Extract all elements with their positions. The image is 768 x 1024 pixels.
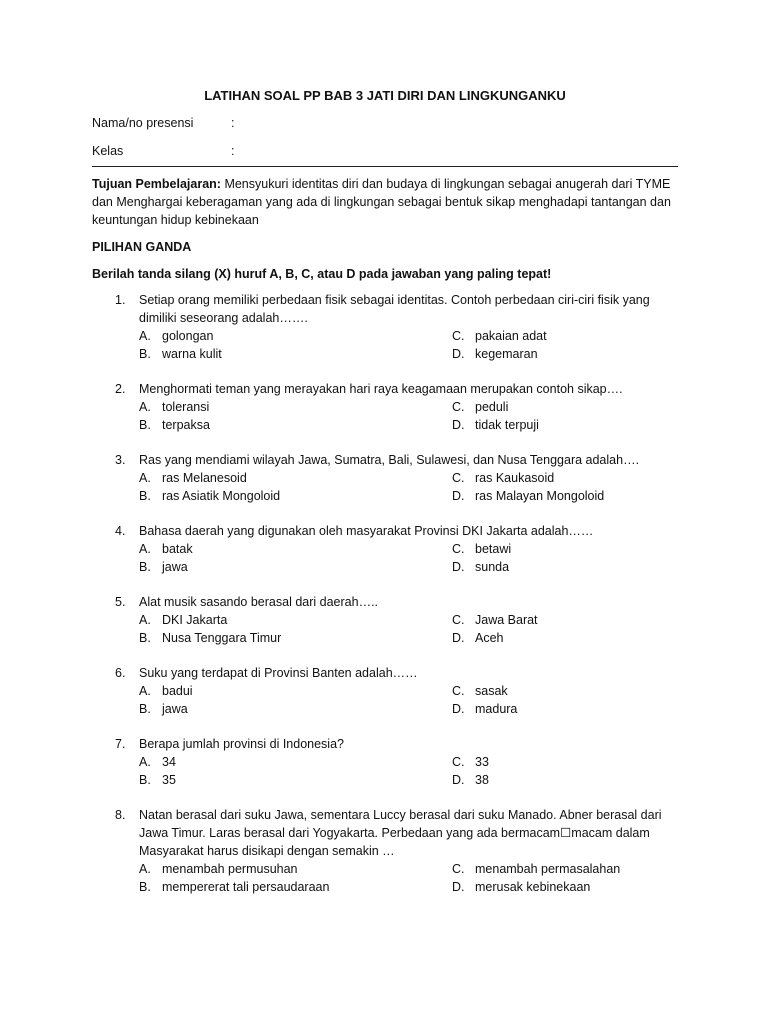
answer-option[interactable] [452, 469, 692, 487]
question-number-text: 5. [115, 595, 126, 609]
option-letter: D. [452, 702, 465, 716]
option-letter: C. [452, 755, 465, 769]
option-text: sunda [475, 560, 510, 574]
answer-option[interactable] [139, 416, 452, 434]
answer-option[interactable] [452, 771, 692, 789]
option-text: ras Malayan Mongoloid [475, 489, 605, 503]
question-line [92, 735, 678, 753]
answer-options [139, 753, 678, 789]
answer-option[interactable] [452, 860, 692, 878]
option-text: batak [162, 542, 193, 556]
answer-option[interactable] [452, 700, 692, 718]
divider [92, 166, 678, 167]
answer-option[interactable] [139, 398, 452, 416]
question-item [92, 522, 678, 576]
option-text: ras Kaukasoid [475, 471, 555, 485]
option-text: jawa [162, 560, 188, 574]
answer-option[interactable] [139, 327, 452, 345]
option-text: badui [162, 684, 193, 698]
answer-option[interactable] [139, 878, 452, 896]
question-text: Bahasa daerah yang digunakan oleh masyarakat Provinsi DKI Jakarta adalah…… [139, 524, 594, 538]
question-number [92, 735, 139, 753]
answer-option[interactable] [139, 469, 452, 487]
question-list [92, 291, 678, 896]
option-text: menambah permusuhan [162, 862, 298, 876]
option-text: 35 [162, 773, 176, 787]
option-letter: D. [452, 773, 465, 787]
field-label: Nama/no presensi [92, 116, 194, 130]
question-number-text: 1. [115, 293, 126, 307]
question-text: Natan berasal dari suku Jawa, sementara Luccy berasal dari suku Manado. Abner berasal dari Jawa Timur. Laras berasal dari Yogyakarta. Perbedaan yang ada bermacam☐macam dalam Masyarakat harus disikapi dengan semakin … [139, 808, 662, 858]
field-class-row [92, 142, 678, 160]
option-letter: C. [452, 471, 465, 485]
answer-option[interactable] [139, 700, 452, 718]
answer-options [139, 682, 678, 718]
option-letter: A. [139, 471, 151, 485]
option-text: Aceh [475, 631, 504, 645]
question-number-text: 2. [115, 382, 126, 396]
question-text: Menghormati teman yang merayakan hari raya keagamaan merupakan contoh sikap…. [139, 382, 623, 396]
option-text: 38 [475, 773, 489, 787]
option-text: terpaksa [162, 418, 210, 432]
option-text: peduli [475, 400, 509, 414]
worksheet-page [92, 87, 678, 913]
answer-option[interactable] [452, 398, 692, 416]
question-text: Setiap orang memiliki perbedaan fisik sebagai identitas. Contoh perbedaan ciri-ciri fisik yang dimiliki seseorang adalah……. [139, 293, 650, 325]
learning-goal-label: Tujuan Pembelajaran: [92, 177, 221, 191]
question-number-text: 4. [115, 524, 126, 538]
answer-option[interactable] [452, 878, 692, 896]
option-letter: A. [139, 542, 151, 556]
option-letter: A. [139, 684, 151, 698]
field-label: Kelas [92, 144, 124, 158]
option-text: betawi [475, 542, 512, 556]
option-text: ras Melanesoid [162, 471, 247, 485]
option-text: Jawa Barat [475, 613, 538, 627]
option-text: merusak kebinekaan [475, 880, 591, 894]
answer-option[interactable] [139, 558, 452, 576]
answer-option[interactable] [452, 327, 692, 345]
option-letter: A. [139, 755, 151, 769]
field-separator: : [231, 144, 235, 158]
answer-option[interactable] [452, 682, 692, 700]
answer-option[interactable] [139, 611, 452, 629]
question-line [92, 664, 678, 682]
question-item [92, 806, 678, 896]
option-letter: D. [452, 631, 465, 645]
field-name-row [92, 114, 678, 132]
question-number [92, 522, 139, 540]
question-number-text: 3. [115, 453, 126, 467]
answer-option[interactable] [139, 629, 452, 647]
answer-options [139, 469, 678, 505]
option-letter: B. [139, 418, 151, 432]
option-letter: D. [452, 489, 465, 503]
question-item [92, 735, 678, 789]
answer-option[interactable] [452, 753, 692, 771]
option-letter: B. [139, 631, 151, 645]
option-letter: A. [139, 613, 151, 627]
option-text: menambah permasalahan [475, 862, 621, 876]
question-number [92, 593, 139, 611]
option-letter: A. [139, 862, 151, 876]
answer-options [139, 611, 678, 647]
question-number [92, 291, 139, 327]
answer-option[interactable] [452, 629, 692, 647]
question-line [92, 522, 678, 540]
option-text: toleransi [162, 400, 210, 414]
answer-option[interactable] [452, 345, 692, 363]
answer-options [139, 860, 678, 896]
answer-option[interactable] [139, 682, 452, 700]
question-item [92, 451, 678, 505]
field-separator: : [231, 116, 235, 130]
answer-option[interactable] [139, 345, 452, 363]
question-number [92, 380, 139, 398]
option-letter: D. [452, 347, 465, 361]
question-number [92, 806, 139, 860]
question-item [92, 593, 678, 647]
question-line [92, 593, 678, 611]
option-text: Nusa Tenggara Timur [162, 631, 282, 645]
question-number-text: 8. [115, 808, 126, 822]
option-letter: B. [139, 702, 151, 716]
option-text: DKI Jakarta [162, 613, 228, 627]
learning-goal-text: Mensyukuri identitas diri dan budaya di lingkungan sebagai anugerah dari TYME dan Menghargai keberagaman yang ada di lingkungan sebagai bentuk sikap menghadapi tantangan dan keuntungan hidup kebinekaan [92, 177, 671, 227]
answer-option[interactable] [452, 558, 692, 576]
answer-option[interactable] [139, 753, 452, 771]
question-text: Alat musik sasando berasal dari daerah….. [139, 595, 379, 609]
answer-option[interactable] [452, 416, 692, 434]
question-line [92, 451, 678, 469]
option-text: pakaian adat [475, 329, 547, 343]
option-text: jawa [162, 702, 188, 716]
answer-options [139, 398, 678, 434]
answer-options [139, 540, 678, 576]
question-item [92, 380, 678, 434]
option-text: golongan [162, 329, 214, 343]
answer-option[interactable] [139, 487, 452, 505]
option-text: 34 [162, 755, 176, 769]
answer-option[interactable] [139, 771, 452, 789]
option-letter: A. [139, 329, 151, 343]
question-number [92, 451, 139, 469]
question-text: Ras yang mendiami wilayah Jawa, Sumatra, Bali, Sulawesi, dan Nusa Tenggara adalah…. [139, 453, 640, 467]
option-letter: D. [452, 560, 465, 574]
option-text: 33 [475, 755, 489, 769]
question-number-text: 7. [115, 737, 126, 751]
option-text: warna kulit [162, 347, 222, 361]
option-letter: C. [452, 684, 465, 698]
option-text: kegemaran [475, 347, 538, 361]
page-title: LATIHAN SOAL PP BAB 3 JATI DIRI DAN LINGKUNGANKU [204, 88, 566, 103]
option-text: sasak [475, 684, 508, 698]
option-letter: D. [452, 880, 465, 894]
option-letter: C. [452, 329, 465, 343]
option-letter: D. [452, 418, 465, 432]
option-letter: B. [139, 880, 151, 894]
question-item [92, 291, 678, 363]
question-text: Suku yang terdapat di Provinsi Banten adalah…… [139, 666, 418, 680]
option-letter: B. [139, 560, 151, 574]
option-letter: C. [452, 613, 465, 627]
question-line [92, 380, 678, 398]
option-text: ras Asiatik Mongoloid [162, 489, 281, 503]
question-item [92, 664, 678, 718]
option-letter: A. [139, 400, 151, 414]
option-letter: B. [139, 347, 151, 361]
option-letter: C. [452, 400, 465, 414]
answer-options [139, 327, 678, 363]
answer-option[interactable] [452, 487, 692, 505]
question-number [92, 664, 139, 682]
question-number-text: 6. [115, 666, 126, 680]
question-line [92, 291, 678, 327]
answer-option[interactable] [139, 540, 452, 558]
answer-option[interactable] [452, 540, 692, 558]
answer-option[interactable] [452, 611, 692, 629]
answer-option[interactable] [139, 860, 452, 878]
learning-goal [92, 175, 678, 229]
option-letter: B. [139, 489, 151, 503]
question-line [92, 806, 678, 860]
option-text: madura [475, 702, 518, 716]
option-text: mempererat tali persaudaraan [162, 880, 330, 894]
question-text: Berapa jumlah provinsi di Indonesia? [139, 737, 344, 751]
option-text: tidak terpuji [475, 418, 539, 432]
instruction-text: Berilah tanda silang (X) huruf A, B, C, atau D pada jawaban yang paling tepat! [92, 267, 552, 281]
section-heading: PILIHAN GANDA [92, 240, 192, 254]
option-letter: B. [139, 773, 151, 787]
option-letter: C. [452, 542, 465, 556]
option-letter: C. [452, 862, 465, 876]
